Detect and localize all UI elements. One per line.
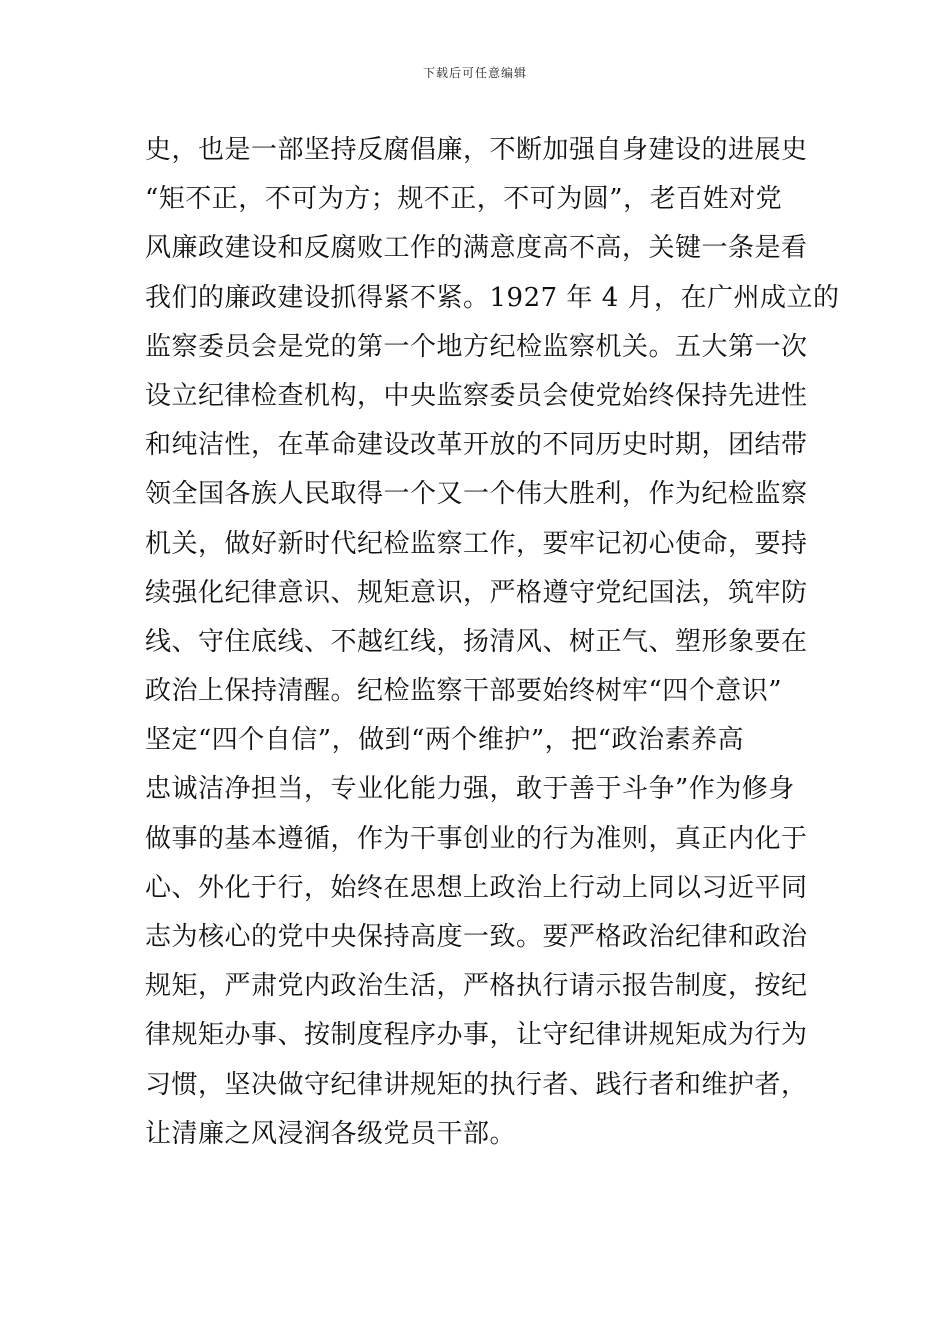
text-line: 心、外化于行，始终在思想上政治上行动上同以习近平同 [145,872,808,903]
text-line: 做事的基本遵循，作为干事创业的行为准则，真正内化于 [145,823,808,854]
text-line: “矩不正，不可为方；规不正，不可为圆”，老百姓对党 [145,184,783,215]
text-line: 设立纪律检查机构，中央监察委员会使党始终保持先进性 [145,380,808,411]
text-line: 风廉政建设和反腐败工作的满意度高不高，关键一条是看 [145,233,808,264]
text-line: 让清廉之风浸润各级党员干部。 [145,1118,517,1149]
text-line: 我们的廉政建设抓得紧不紧。1927 年 4 月，在广州成立的 [145,282,840,313]
text-line: 习惯，坚决做守纪律讲规矩的执行者、践行者和维护者， [145,1069,808,1100]
text-line: 忠诚洁净担当，专业化能力强，敢于善于斗争”作为修身 [145,774,795,805]
text-line: 续强化纪律意识、规矩意识，严格遵守党纪国法，筑牢防 [145,577,808,608]
text-line: 规矩，严肃党内政治生活，严格执行请示报告制度，按纪 [145,971,808,1002]
text-line: 史，也是一部坚持反腐倡廉，不断加强自身建设的进展史 [145,135,808,165]
text-line: 政治上保持清醒。纪检监察干部要始终树牢“四个意识” [145,676,783,707]
text-line: 志为核心的党中央保持高度一致。要严格政治纪律和政治 [145,922,808,952]
text-line: 领全国各族人民取得一个又一个伟大胜利，作为纪检监察 [145,479,808,510]
text-line: 律规矩办事、按制度程序办事，让守纪律讲规矩成为行为 [145,1020,808,1051]
text-line: 和纯洁性，在革命建设改革开放的不同历史时期，团结带 [145,430,808,461]
text-line: 线、守住底线、不越红线，扬清风、树正气、塑形象要在 [145,626,808,657]
page-header: 下载后可任意编辑 [422,66,527,80]
text-line: 坚定“四个自信”，做到“两个维护”，把“政治素养高 [145,725,744,756]
body-text [145,126,840,1159]
text-line: 机关，做好新时代纪检监察工作，要牢记初心使命，要持 [145,528,808,559]
text-line: 监察委员会是党的第一个地方纪检监察机关。五大第一次 [145,331,808,362]
